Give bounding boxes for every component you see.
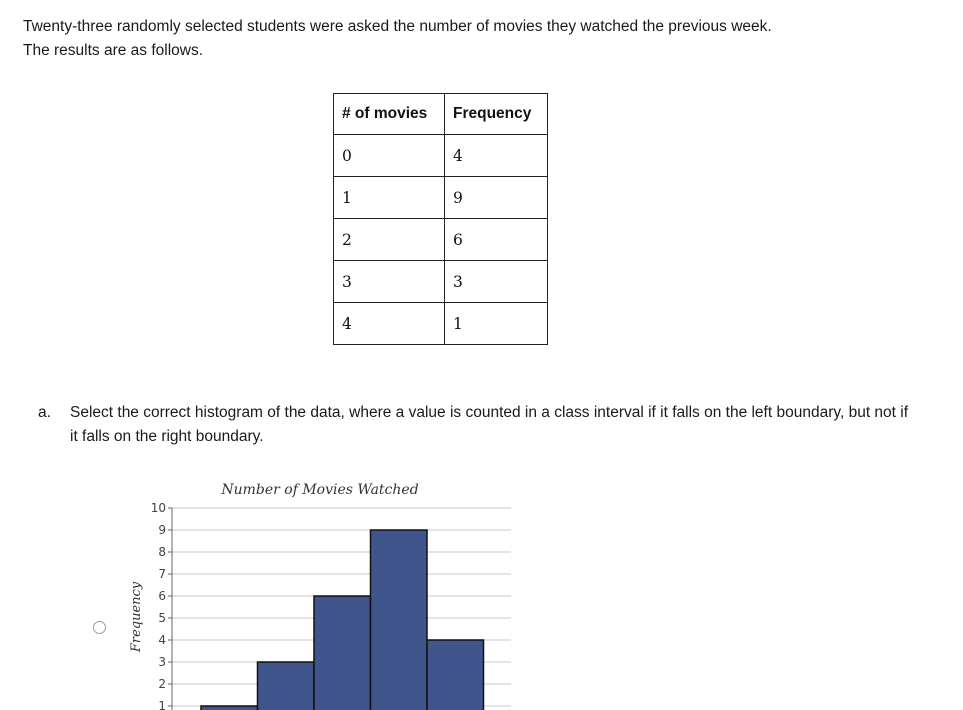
y-tick-label: 10 <box>150 501 166 515</box>
y-tick-label: 4 <box>158 633 166 647</box>
cell-frequency: 9 <box>445 177 548 219</box>
y-axis-label: Frequency <box>129 581 144 653</box>
cell-movies: 3 <box>334 261 445 303</box>
y-tick-label: 5 <box>158 611 166 625</box>
question-text: Select the correct histogram of the data, where a value is counted in a class interval if it falls on the left boundary, but not if it falls on the right boundary. <box>70 404 909 445</box>
y-tick-label: 6 <box>158 589 166 603</box>
histogram-bar <box>371 530 428 710</box>
cell-frequency: 6 <box>445 219 548 261</box>
y-tick-label: 2 <box>158 677 166 691</box>
histogram-bar <box>427 640 484 710</box>
cell-movies: 1 <box>334 177 445 219</box>
histogram-bar <box>258 662 315 710</box>
cell-movies: 4 <box>334 303 445 345</box>
y-tick-label: 9 <box>158 523 166 537</box>
cell-frequency: 3 <box>445 261 548 303</box>
axis-layer <box>151 501 172 710</box>
cell-frequency: 4 <box>445 135 548 177</box>
cell-movies: 0 <box>334 135 445 177</box>
intro-line-2: The results are as follows. <box>23 42 204 59</box>
y-tick-label: 8 <box>158 545 166 559</box>
y-tick-label: 1 <box>158 699 166 710</box>
cell-movies: 2 <box>334 219 445 261</box>
y-tick-label: 3 <box>158 655 166 669</box>
header-frequency: Frequency <box>445 94 548 135</box>
intro-line-1: Twenty-three randomly selected students were asked the number of movies they watched the previous week. <box>23 18 772 35</box>
chart-title: Number of Movies Watched <box>221 482 419 498</box>
question-letter: a. <box>38 404 51 421</box>
histogram-bar <box>201 706 258 710</box>
header-num-movies: # of movies <box>334 94 445 135</box>
cell-frequency: 1 <box>445 303 548 345</box>
histogram-bar <box>314 596 371 710</box>
y-tick-label: 7 <box>158 567 166 581</box>
bar-layer <box>201 530 484 710</box>
